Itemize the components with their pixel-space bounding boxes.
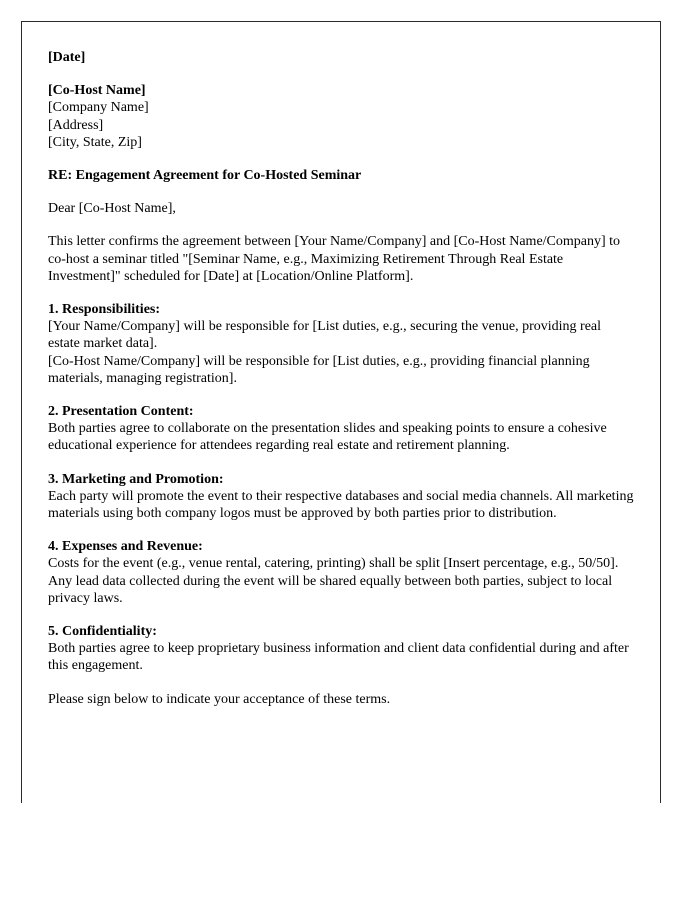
letter-content bbox=[48, 49, 636, 708]
section-paragraph: Each party will promote the event to their respective databases and social media channels. All marketing materials using both company logos must be approved by both parties prior to distribution. bbox=[48, 488, 634, 522]
section-heading: 2. Presentation Content: bbox=[48, 404, 194, 420]
subject-block bbox=[48, 167, 636, 184]
section-paragraph: Costs for the event (e.g., venue rental, catering, printing) shall be split [Insert percentage, e.g., 50/50]. Any lead data collected during the event will be shared equally between both parties, subject to local privacy laws. bbox=[48, 556, 619, 606]
section-paragraph: [Co-Host Name/Company] will be responsible for [List duties, e.g., providing financial planning materials, managing registration]. bbox=[48, 353, 590, 386]
recipient-address: [Address] bbox=[48, 117, 104, 133]
closing-block bbox=[48, 691, 636, 708]
section-responsibilities bbox=[48, 301, 636, 387]
recipient-address-block bbox=[48, 82, 636, 151]
section-paragraph: Both parties agree to keep proprietary business information and client data confidential during and after this engagement. bbox=[48, 641, 629, 674]
section-presentation-content bbox=[48, 403, 636, 455]
intro-paragraph: This letter confirms the agreement between [Your Name/Company] and [Co-Host Name/Company] to co-host a seminar titled "[Seminar Name, e.g., Maximizing Retirement Through Real Estate Investment]" scheduled for [Date] at [Location/Online Platform]. bbox=[48, 234, 621, 284]
section-expenses-and-revenue bbox=[48, 538, 636, 607]
recipient-name: [Co-Host Name] bbox=[48, 83, 146, 99]
section-paragraph: [Your Name/Company] will be responsible for [List duties, e.g., securing the venue, providing real estate market data]. bbox=[48, 319, 602, 352]
intro-paragraph-block bbox=[48, 233, 636, 285]
recipient-city-state-zip: [City, State, Zip] bbox=[48, 134, 142, 150]
section-heading: 5. Confidentiality: bbox=[48, 624, 157, 640]
section-heading: 4. Expenses and Revenue: bbox=[48, 539, 203, 555]
salutation-block bbox=[48, 200, 636, 217]
section-heading: 1. Responsibilities: bbox=[48, 302, 161, 318]
date-block bbox=[48, 49, 636, 66]
subject-line: RE: Engagement Agreement for Co-Hosted Seminar bbox=[48, 168, 362, 184]
section-heading: 3. Marketing and Promotion: bbox=[48, 471, 224, 487]
document-page bbox=[21, 21, 661, 803]
section-paragraph: Both parties agree to collaborate on the presentation slides and speaking points to ensure a cohesive educational experience for attendees regarding real estate and retirement planning. bbox=[48, 421, 607, 454]
section-marketing-and-promotion bbox=[48, 471, 636, 523]
recipient-company: [Company Name] bbox=[48, 100, 149, 116]
closing-line: Please sign below to indicate your acceptance of these terms. bbox=[48, 691, 391, 707]
section-confidentiality bbox=[48, 623, 636, 675]
date-placeholder: [Date] bbox=[48, 50, 86, 65]
salutation: Dear [Co-Host Name], bbox=[48, 201, 176, 217]
